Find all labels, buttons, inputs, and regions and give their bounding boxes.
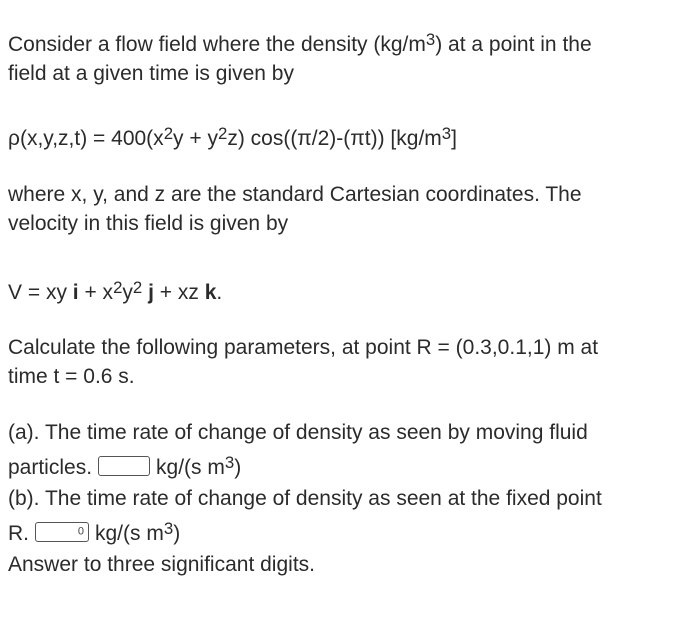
superscript: 2 (132, 278, 143, 298)
unit-vector-i: i (72, 281, 79, 304)
velocity-equation (8, 278, 222, 307)
task-line-2: time t = 0.6 s. (8, 365, 135, 388)
task-line-1: Calculate the following parameters, at point R = (0.3,0.1,1) m at (8, 336, 599, 359)
intro-line-2: field at a given time is given by (8, 62, 294, 85)
answer-instruction: Answer to three significant digits. (8, 553, 315, 576)
part-b-prefix: R. (8, 522, 29, 545)
part-b-answer-input[interactable] (35, 522, 89, 542)
intro-line-1 (8, 30, 592, 59)
superscript: 2 (217, 124, 228, 144)
unit-text: ) (234, 456, 242, 479)
superscript: 2 (113, 278, 123, 298)
unit-text: kg/(s m (95, 522, 164, 545)
eq-text: + xz (153, 281, 205, 304)
superscript: 3 (224, 453, 235, 473)
unit-vector-k: k (204, 281, 217, 304)
superscript: 3 (425, 30, 436, 50)
part-b-answer-row (8, 519, 180, 548)
part-a-answer-input[interactable] (98, 456, 150, 476)
eq-text: y + y (173, 127, 218, 150)
eq-text: V = xy (8, 281, 73, 304)
part-b-line-1: (b). The time rate of change of density as seen at the fixed point (8, 487, 602, 510)
unit-text: kg/(s m (156, 456, 225, 479)
part-a-line-1: (a). The time rate of change of density as seen by moving fluid (8, 421, 588, 444)
eq-text: ] (451, 127, 457, 150)
eq-text: z) cos((π/2)-(πt)) [kg/m (227, 127, 442, 150)
superscript: 3 (163, 519, 174, 539)
superscript: 2 (163, 124, 174, 144)
unit-vector-j: j (148, 281, 154, 304)
eq-text: y (122, 281, 133, 304)
part-a-answer-row (8, 453, 241, 482)
eq-text: . (216, 281, 223, 304)
intro-text: Consider a flow field where the density (kg/m (8, 33, 426, 56)
part-b-answer-value: 0 (77, 525, 84, 538)
unit-text: ) (173, 522, 181, 545)
velocity-intro-line-1: where x, y, and z are the standard Cartesian coordinates. The (8, 183, 582, 206)
part-a-prefix: particles. (8, 456, 93, 479)
density-equation (8, 124, 457, 153)
superscript: 3 (441, 124, 452, 144)
eq-text: ρ(x,y,z,t) = 400(x (8, 127, 164, 150)
intro-text: ) at a point in the (435, 33, 592, 56)
velocity-intro-line-2: velocity in this field is given by (8, 212, 289, 235)
eq-text: + x (78, 281, 114, 304)
